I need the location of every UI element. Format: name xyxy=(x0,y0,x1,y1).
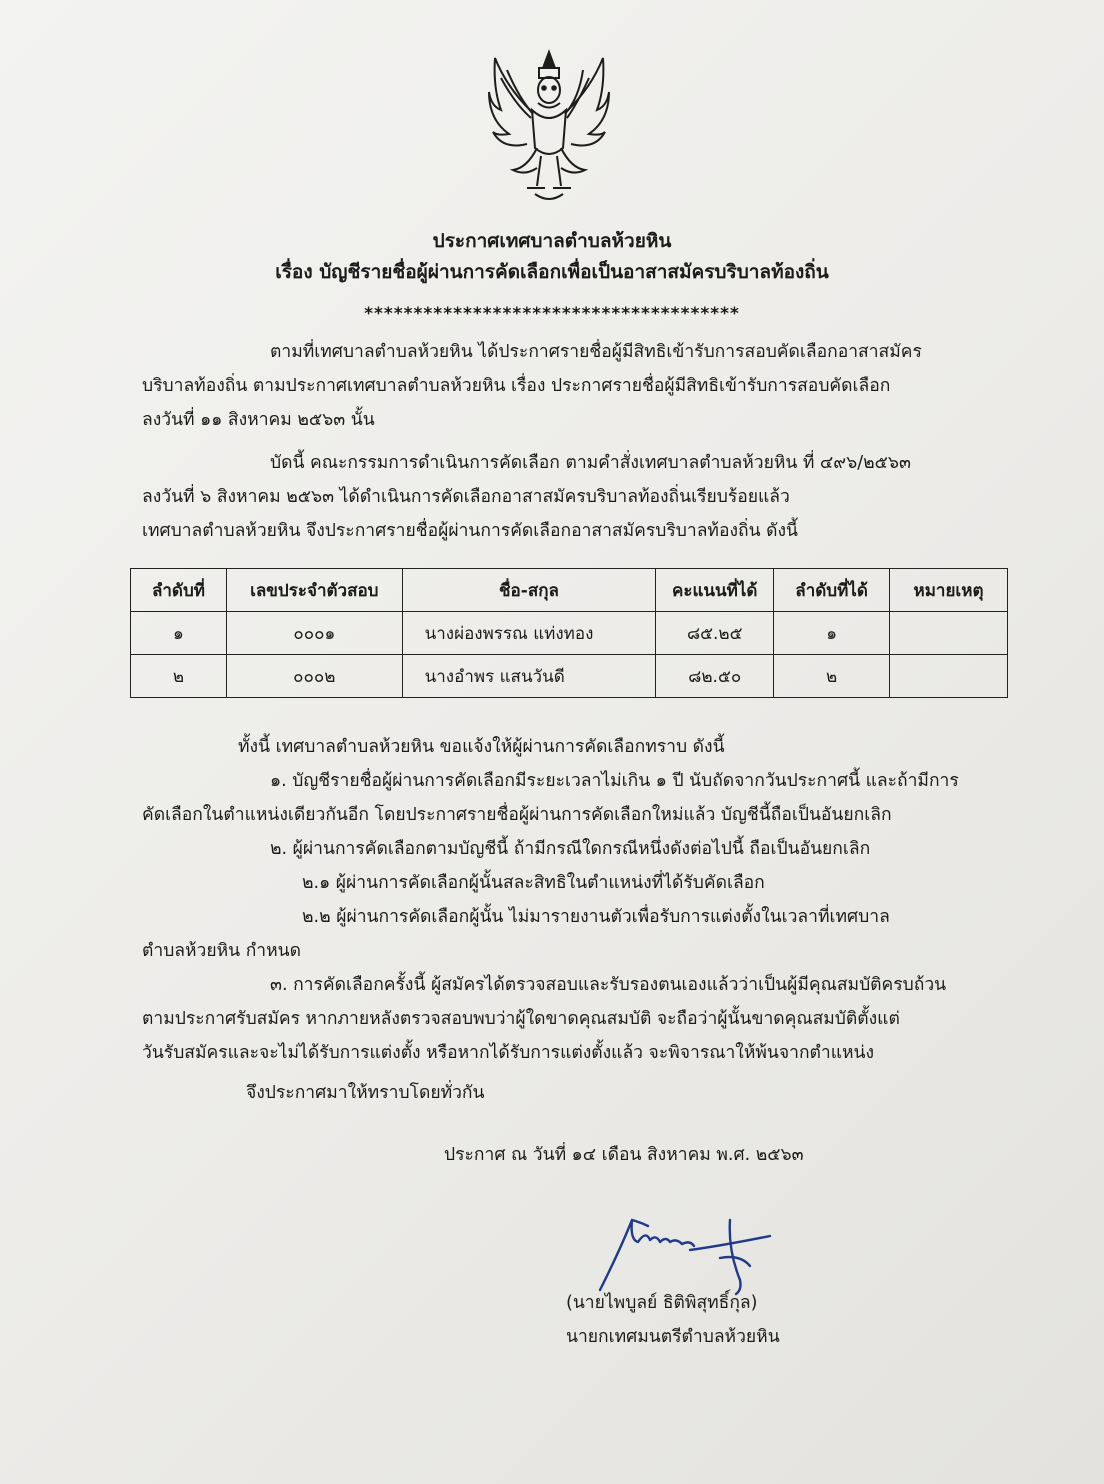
conditions-line: ๒.๒ ผู้ผ่านการคัดเลือกผู้นั้น ไม่มารายงานตัวเพื่อรับการแต่งตั้งในเวลาที่เทศบาล xyxy=(302,907,890,927)
header-remarks: หมายเหตุ xyxy=(890,569,1008,612)
garuda-emblem-icon xyxy=(487,48,611,206)
handwritten-signature xyxy=(590,1210,810,1300)
intro-paragraph xyxy=(142,335,922,437)
conditions-line: วันรับสมัครและจะไม่ได้รับการแต่งตั้ง หรือหากได้รับการแต่งตั้งแล้ว จะพิจารณาให้พ้นจากตำแหน่ง xyxy=(142,1043,875,1063)
cell-rank: ๑ xyxy=(774,612,890,655)
cell-exam-id: ๐๐๐๑ xyxy=(226,612,402,655)
header-score: คะแนนที่ได้ xyxy=(656,569,774,612)
cell-score: ๘๕.๒๕ xyxy=(656,612,774,655)
results-table xyxy=(130,568,1008,698)
cell-remarks xyxy=(890,655,1008,698)
conditions-line: ทั้งนี้ เทศบาลตำบลห้วยหิน ขอแจ้งให้ผู้ผ่านการคัดเลือกทราบ ดังนี้ xyxy=(238,737,725,757)
closing-announce: จึงประกาศมาให้ทราบโดยทั่วกัน xyxy=(246,1083,485,1103)
cell-full-name: นางผ่องพรรณ แท่งทอง xyxy=(402,612,656,655)
body-line: เทศบาลตำบลห้วยหิน จึงประกาศรายชื่อผู้ผ่านการคัดเลือกอาสาสมัครบริบาลท้องถิ่น ดังนี้ xyxy=(142,521,799,541)
table-header-row xyxy=(131,569,1008,612)
cell-rank: ๒ xyxy=(774,655,890,698)
conditions-line: คัดเลือกในตำแหน่งเดียวกันอีก โดยประกาศรายชื่อผู้ผ่านการคัดเลือกใหม่แล้ว บัญชีนี้ถือเป็นอันยกเลิก xyxy=(142,805,892,825)
body-line: บัดนี้ คณะกรรมการดำเนินการคัดเลือก ตามคำสั่งเทศบาลตำบลห้วยหิน ที่ ๔๙๖/๒๕๖๓ xyxy=(270,453,911,473)
announce-date: ประกาศ ณ วันที่ ๑๔ เดือน สิงหาคม พ.ศ. ๒๕๖๓ xyxy=(444,1145,804,1165)
signer-name: (นายไพบูลย์ ธิติพิสุทธิ์กุล) xyxy=(566,1293,758,1313)
conditions-line: ๒. ผู้ผ่านการคัดเลือกตามบัญชีนี้ ถ้ามีกรณีใดกรณีหนึ่งดังต่อไปนี้ ถือเป็นอันยกเลิก xyxy=(270,839,871,859)
conditions-paragraph xyxy=(142,730,959,1070)
announcement-title: ประกาศเทศบาลตำบลห้วยหิน xyxy=(432,230,672,252)
conditions-line: ๑. บัญชีรายชื่อผู้ผ่านการคัดเลือกมีระยะเวลาไม่เกิน ๑ ปี นับถัดจากวันประกาศนี้ และถ้ามีการ xyxy=(270,771,959,791)
header-rank: ลำดับที่ได้ xyxy=(774,569,890,612)
intro-line: ตามที่เทศบาลตำบลห้วยหิน ได้ประกาศรายชื่อผู้มีสิทธิเข้ารับการสอบคัดเลือกอาสาสมัคร xyxy=(270,342,922,362)
header-order: ลำดับที่ xyxy=(131,569,227,612)
header-exam-id: เลขประจำตัวสอบ xyxy=(226,569,402,612)
cell-remarks xyxy=(890,612,1008,655)
announcement-subject: เรื่อง บัญชีรายชื่อผู้ผ่านการคัดเลือกเพื่อเป็นอาสาสมัครบริบาลท้องถิ่น xyxy=(275,261,829,283)
cell-full-name: นางอำพร แสนวันดี xyxy=(402,655,656,698)
cell-order: ๑ xyxy=(131,612,227,655)
conditions-line: ตามประกาศรับสมัคร หากภายหลังตรวจสอบพบว่าผู้ใดขาดคุณสมบัติ จะถือว่าผู้นั้นขาดคุณสมบัติตั้งแต่ xyxy=(142,1009,900,1029)
intro-line: ลงวันที่ ๑๑ สิงหาคม ๒๕๖๓ นั้น xyxy=(142,410,375,430)
header-full-name: ชื่อ-สกุล xyxy=(402,569,656,612)
conditions-line: ตำบลห้วยหิน กำหนด xyxy=(142,941,301,961)
table-row xyxy=(131,655,1008,698)
cell-order: ๒ xyxy=(131,655,227,698)
conditions-line: ๒.๑ ผู้ผ่านการคัดเลือกผู้นั้นสละสิทธิในตำแหน่งที่ได้รับคัดเลือก xyxy=(302,873,765,893)
body-paragraph xyxy=(142,446,911,548)
cell-exam-id: ๐๐๐๒ xyxy=(226,655,402,698)
table-row xyxy=(131,612,1008,655)
intro-line: บริบาลท้องถิ่น ตามประกาศเทศบาลตำบลห้วยหิน เรื่อง ประกาศรายชื่อผู้มีสิทธิเข้ารับการสอบคัดเลือก xyxy=(142,376,891,396)
separator-line: ************************************** xyxy=(364,304,740,324)
body-line: ลงวันที่ ๖ สิงหาคม ๒๕๖๓ ได้ดำเนินการคัดเลือกอาสาสมัครบริบาลท้องถิ่นเรียบร้อยแล้ว xyxy=(142,487,790,507)
cell-score: ๘๒.๕๐ xyxy=(656,655,774,698)
signer-position: นายกเทศมนตรีตำบลห้วยหิน xyxy=(566,1327,780,1347)
conditions-line: ๓. การคัดเลือกครั้งนี้ ผู้สมัครได้ตรวจสอบและรับรองตนเองแล้วว่าเป็นผู้มีคุณสมบัติครบถ้วน xyxy=(270,975,947,995)
